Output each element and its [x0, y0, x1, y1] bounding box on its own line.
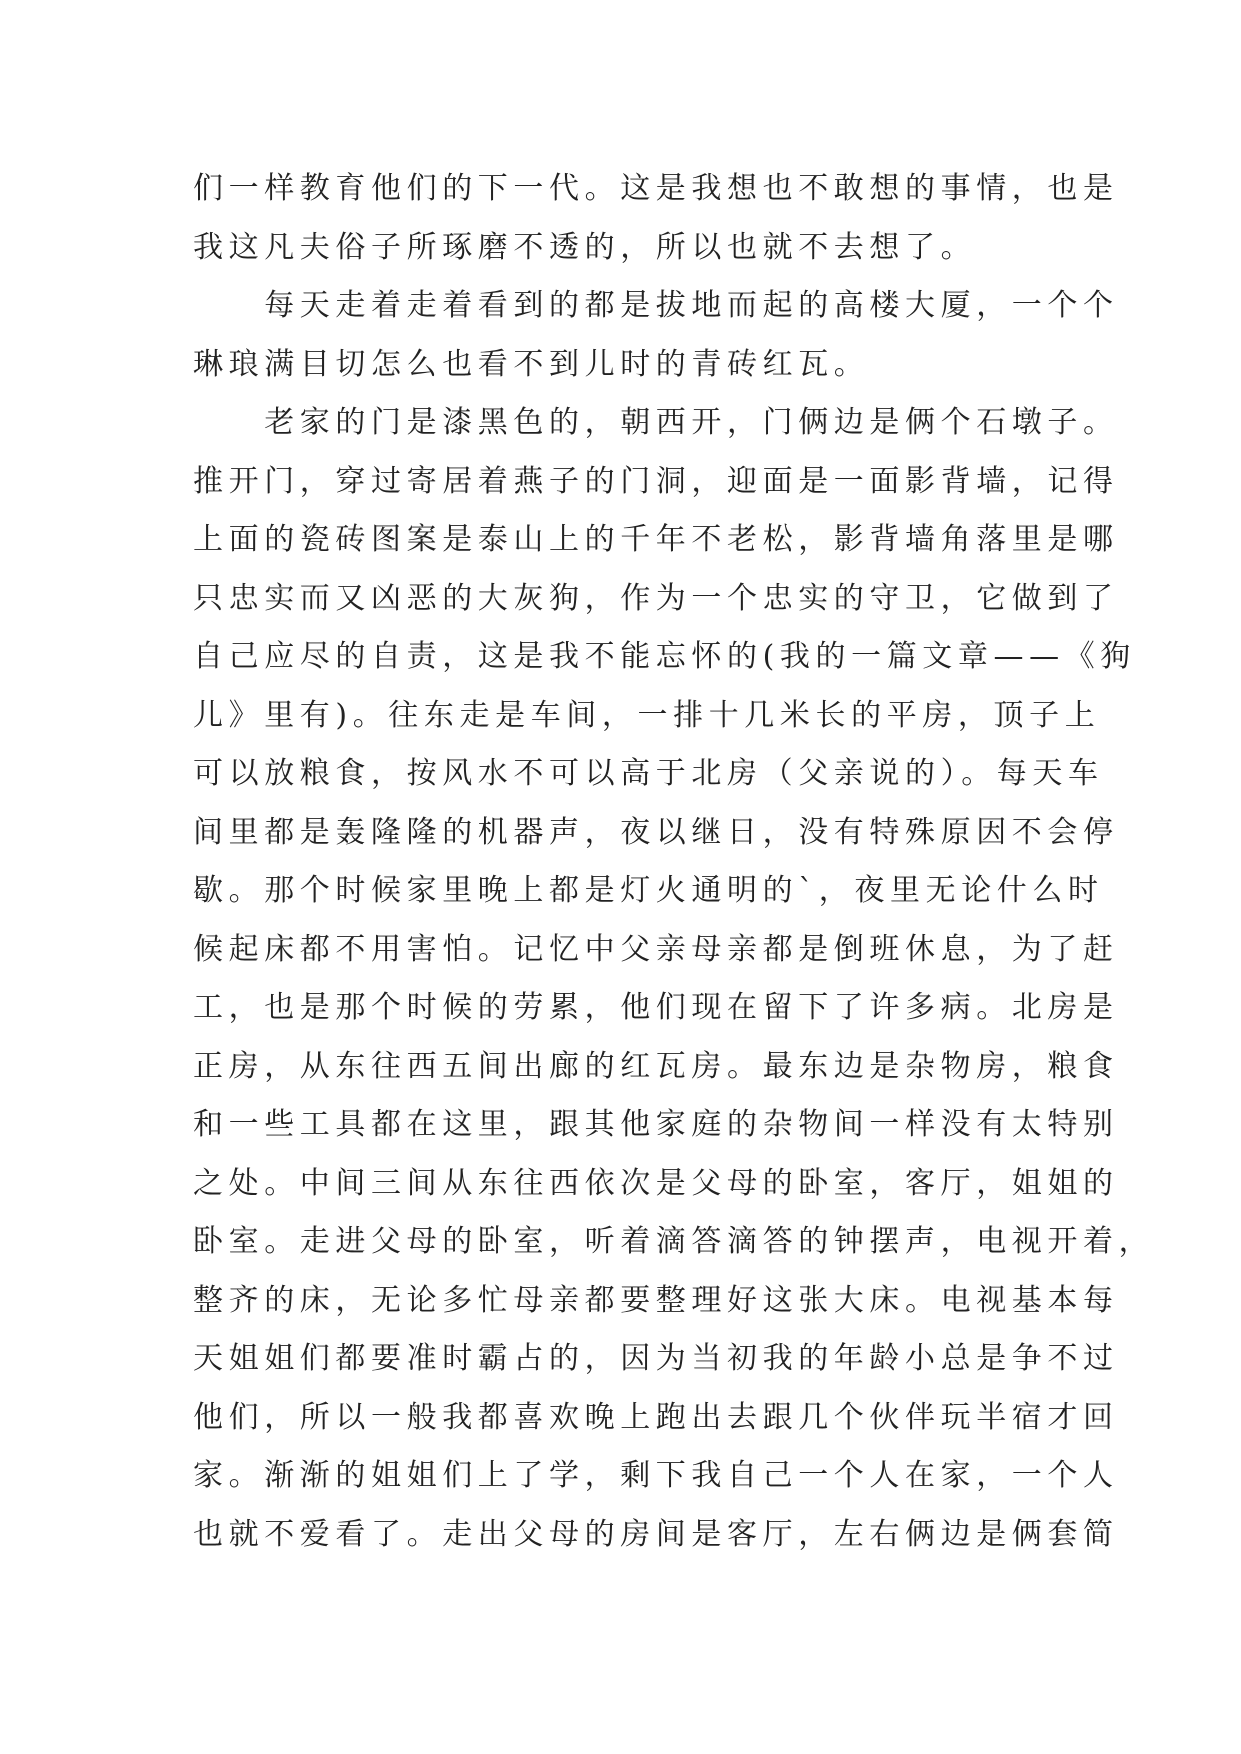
- text-line: 们一样教育他们的下一代。这是我想也不敢想的事情，也是: [193, 171, 1119, 206]
- text-line: 间里都是轰隆隆的机器声，夜以继日，没有特殊原因不会停: [193, 814, 1119, 850]
- text-line: 琳琅满目切怎么也看不到儿时的青砖红瓦。: [193, 346, 870, 382]
- text-line: 老家的门是漆黑色的，朝西开，门俩边是俩个石墩子。: [193, 405, 1119, 440]
- text-line: 自己应尽的自责，这是我不能忘怀的(我的一篇文章——《狗: [193, 639, 1136, 674]
- text-line: 可以放粮食，按风水不可以高于北房（父亲说的）。每天车: [193, 756, 1104, 791]
- text-line: 每天走着走着看到的都是拔地而起的高楼大厦，一个个: [193, 288, 1119, 323]
- text-line: 候起床都不用害怕。记忆中父亲母亲都是倒班休息，为了赶: [193, 931, 1119, 967]
- text-line: 儿》里有)。往东走是车间，一排十几米长的平房，顶子上: [193, 697, 1101, 733]
- body-text: [193, 160, 1155, 1564]
- text-line: 天姐姐们都要准时霸占的，因为当初我的年龄小总是争不过: [193, 1341, 1119, 1376]
- text-line: 之处。中间三间从东往西依次是父母的卧室，客厅，姐姐的: [193, 1165, 1119, 1201]
- text-line: 只忠实而又凶恶的大灰狗，作为一个忠实的守卫，它做到了: [193, 580, 1119, 616]
- text-line: 歇。那个时候家里晚上都是灯火通明的`，夜里无论什么时: [193, 873, 1104, 908]
- text-line: 工，也是那个时候的劳累，他们现在留下了许多病。北房是: [193, 990, 1119, 1025]
- text-line: 上面的瓷砖图案是泰山上的千年不老松，影背墙角落里是哪: [193, 522, 1119, 557]
- text-line: 家。渐渐的姐姐们上了学，剩下我自己一个人在家，一个人: [193, 1458, 1119, 1493]
- text-line: 和一些工具都在这里，跟其他家庭的杂物间一样没有太特别: [193, 1107, 1119, 1142]
- text-line: 卧室。走进父母的卧室，听着滴答滴答的钟摆声，电视开着，: [193, 1224, 1155, 1259]
- text-line: 我这凡夫俗子所琢磨不透的，所以也就不去想了。: [193, 229, 977, 265]
- text-line: 推开门，穿过寄居着燕子的门洞，迎面是一面影背墙，记得: [193, 463, 1119, 499]
- text-line: 正房，从东往西五间出廊的红瓦房。最东边是杂物房，粮食: [193, 1048, 1119, 1084]
- text-line: 也就不爱看了。走出父母的房间是客厅，左右俩边是俩套简: [193, 1516, 1119, 1552]
- text-line: 他们，所以一般我都喜欢晚上跑出去跟几个伙伴玩半宿才回: [193, 1399, 1119, 1435]
- text-line: 整齐的床，无论多忙母亲都要整理好这张大床。电视基本每: [193, 1282, 1119, 1318]
